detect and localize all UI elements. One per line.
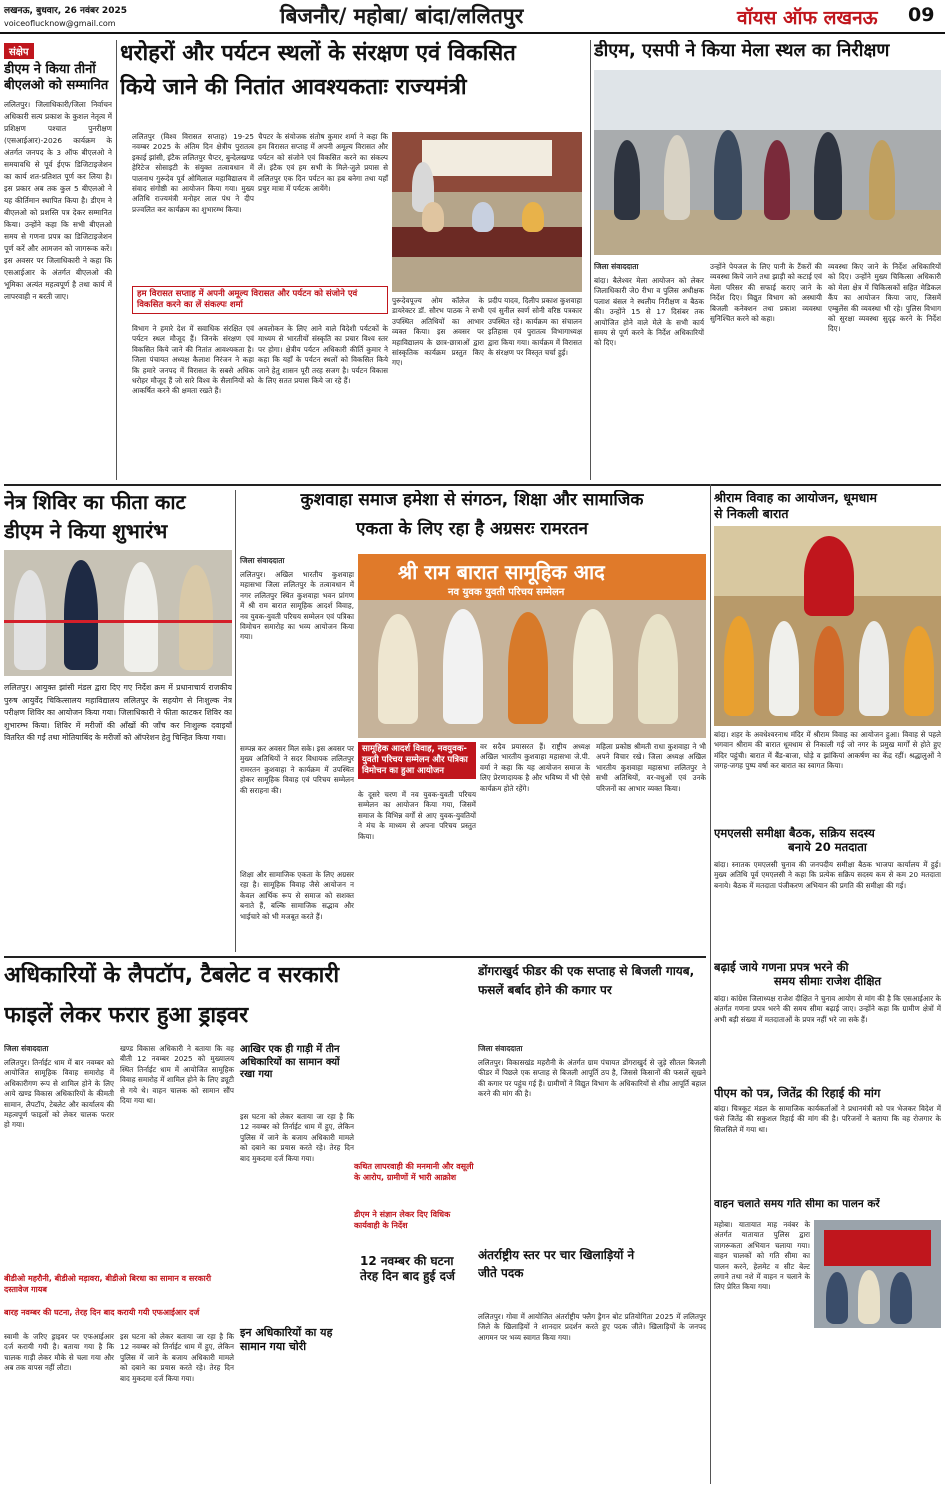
- power-cut-story: [478, 962, 706, 1242]
- pm-letter-story: [714, 1086, 941, 1194]
- medal-body: ललितपुर। गोवा में आयोजित अंतर्राष्ट्रीय फ्लैग ड्रैगन बोट प्रतियोगिता 2025 में ललितपुर जिले के खिलाड़ियों ने शानदार प्रदर्शन करते हुए पदक जीते। खिलाड़ियों के जनपद आगमन पर भव्य स्वागत किया गया।: [478, 1312, 706, 1342]
- fair-body-c: व्यवस्था किए जाने के निर्देश अधिकारियों को दिए। उन्होंने मुख्य चिकित्सा अधिकारी को मेला क्षेत्र में चिकित्सकों सहित मेडिकल कैंप का आयोजन किया जाए, जिसमें एम्बुलेंस की व्यवस्था भी रहे। पुलिस विभाग को सुरक्षा व्यवस्था सुदृढ़ करने के निर्देश दिए।: [828, 262, 941, 334]
- power-cut-headline: डोंगराखुर्द फीडर की एक सप्ताह से बिजली गायब, फसलें बर्बाद होने की कगार पर: [478, 964, 695, 998]
- ram-wedding-headline-2: से निकली बारात: [714, 505, 789, 521]
- heritage-story: [120, 40, 585, 480]
- inspection-photo: [594, 70, 941, 255]
- brand-logo: वॉयस ऑफ लखनऊ: [737, 7, 878, 29]
- conference-photo: [392, 132, 582, 292]
- traffic-story: [714, 1198, 941, 1482]
- mlc-headline-2: बनाये 20 मतदाता: [788, 840, 867, 855]
- kushwaha-body-f: महिला प्रकोष्ठ श्रीमती राधा कुशवाहा ने भी अपने विचार रखे। जिला अध्यक्ष अखिल भारतीय कुशवाहा महासभा ललितपुर ने सभी अतिथियों, वर-वधुओं एवं उनके परिजनों का आभार व्यक्त किया।: [596, 742, 706, 793]
- theft-sub-1: आखिर एक ही गाड़ी में तीन अधिकारियों का सामान क्यों रखा गया: [240, 1044, 340, 1080]
- mlc-headline-1: एमएलसी समीक्षा बैठक, सक्रिय सदस्य: [714, 826, 875, 840]
- eye-camp-story: [4, 490, 232, 952]
- pm-letter-headline: पीएम को पत्र, जितेंद्र की रिहाई की मांग: [714, 1086, 881, 1100]
- theft-byline: जिला संवाददाता: [4, 1044, 49, 1053]
- theft-sub-2: इन अधिकारियों का यह सामान गया चोरी: [240, 1326, 333, 1353]
- wedding-ceremony-photo: [358, 554, 706, 738]
- kushwaha-headline-2: एकता के लिए रहा है अग्रसरः रामरतन: [356, 519, 588, 540]
- heritage-body-f: प्रदीप यादव, दिलीप प्रकाश कुशवाहा एवं सुनील स्वर्ण सोनी वरिष्ठ पत्रकार उपस्थित रहे। कार्यक्रम का संचालन इतिहास एवं पुरातत्व विभागाध्यक्ष द्वारा किया गया। कार्यक्रम में विरासत के संरक्षण पर विस्तृत चर्चा हुई।: [488, 296, 582, 358]
- brief-tag: संक्षेप: [4, 43, 34, 59]
- fair-body-a: बांदा। बैलेश्वर मेला आयोजन को लेकर जिलाधिकारी जे0 रीभा व पुलिस अधीक्षक पलाश बंसल ने स्थलीय निरीक्षण व बैठक की। उन्होंने 15 से 17 दिसंबर तक आयोजित होने वाले मेले के सभी कार्य समय से पूर्ण करने के निर्देश अधिकारियों को दिए।: [594, 276, 704, 348]
- theft-headline-1: अधिकारियों के लैपटॉप, टैबलेट व सरकारी: [4, 963, 340, 988]
- brief-story: [4, 40, 112, 480]
- column-rule: [710, 484, 711, 1484]
- theft-bullet-1: बीडीओ महरौनी, बीडीओ मड़ावरा, बीडीओ बिरधा का सामान व सरकारी दस्तावेज गायब: [4, 1274, 212, 1294]
- kushwaha-body-c: के दूसरे चरण में नव युवक-युवती परिचय सम्मेलन का आयोजन किया गया, जिसमें समाज के विभिन्न वर्गों से आए युवक-युवतियों ने मंच के माध्यम से अपना परिचय प्रस्तुत किया।: [358, 790, 476, 841]
- mlc-story: [714, 826, 941, 956]
- heritage-body-c: विभाग ने हमारे देश में सवाधिक संरक्षित एवं पर्यटन स्थल मौजूद हैं। जिनके संरक्षण एवं विकसित किये जाने की नितांत आवश्यकता है। जिला पंचायत अध्यक्ष कैलाश निरंजन ने कहा कि हमारे जनपद में विरासत के सबसे अधिक धरोहर मौजूद हैं जो सारे विश्व के सैलानियों को आकर्षित करने की क्षमता रखते हैं।: [132, 324, 254, 396]
- pm-letter-body: बांदा। चित्रकूट मंडल के सामाजिक कार्यकर्ताओं ने प्रधानमंत्री को पत्र भेजकर विदेश में फंसे जितेंद्र की सकुशल रिहाई की मांग की है। परिजनों ने बताया कि वह रोजगार के सिलसिले में गया था।: [714, 1104, 941, 1134]
- kushwaha-body-a: ललितपुर। अखिल भारतीय कुशवाहा महासभा जिला ललितपुर के तत्वावधान में नगर ललितपुर स्थित कुशवाहा भवन प्रांगण में श्री राम बारात सामूहिक आदर्श विवाह, नव युवक-युवती परिचय सम्मेलन एवं पत्रिका विमोचन समारोह का भव्य आयोजन किया गया।: [240, 570, 354, 642]
- fair-byline: जिला संवाददाता: [594, 262, 639, 271]
- census-headline-1: बढ़ाई जाये गणना प्रपत्र भरने की: [714, 960, 849, 974]
- heritage-body-e: पुरूदेवपूज्य ओम कॉलेज के डायरेक्टर डॉ. सौरभ पाठक ने सभी उपस्थित अतिथियों का आभार व्यक्त किया। इस अवसर पर महाविद्यालय के छात्र-छात्राओं द्वारा सांस्कृतिक कार्यक्रम प्रस्तुत किए गए।: [392, 296, 484, 368]
- column-rule: [235, 490, 236, 952]
- ribbon-cutting-photo: [4, 550, 232, 676]
- theft-body-e: इस घटना को लेकर बताया जा रहा है कि 12 नवम्बर को तिर्नाईट धाम में हुए, लेकिन पुलिस में जाने के बजाय अधिकारी मामले को दबाने का प्रयास करते रहे। तेरह दिन बाद मुकदमा दर्ज किया गया।: [240, 1112, 354, 1163]
- theft-sub-3: 12 नवम्बर की घटना तेरह दिन बाद हुई दर्ज: [360, 1254, 455, 1283]
- theft-bullet-3: कथित लापरवाही की मनमानी और वसूली के आरोप, ग्रामीणों में भारी आक्रोश: [354, 1162, 474, 1182]
- kushwaha-headline-1: कुशवाहा समाज हमेशा से संगठन, शिक्षा और सामाजिक: [300, 490, 644, 510]
- email: voiceoflucknow@gmail.com: [4, 19, 116, 28]
- theft-body-a: ललितपुर। तिर्नाईट धाम में बार नवम्बर को आयोजित सामूहिक विवाह समारोह में अधिकारीगण रूप से शामिल होने के लिए आये खण्ड विकास अधिकारियों के कीमती सामान, लैपटॉप, टेबलेट और कार्यालय की महत्वपूर्ण फाइलों को लेकर चालक फरार हो गया।: [4, 1058, 114, 1130]
- theft-body-b: स्वामी के जरिए ड्राइवर पर एफआईआर दर्ज करायी गयी है। बताया गया है कि चालक गाड़ी लेकर मौके से चला गया और अब तक वापस नहीं लौटा।: [4, 1332, 114, 1373]
- eye-camp-headline-1: नेत्र शिविर का फीता काट: [4, 490, 186, 514]
- kushwaha-body-b: सम्पन्न कर अवसर मिल सके। इस अवसर पर मुख्य अतिथियों ने सदर विधायक ललितपुर रामरतन कुशवाहा ने कार्यक्रम में उपस्थित होकर सामूहिक विवाह एवं परिचय सम्मेलन की सराहना की।: [240, 744, 354, 795]
- mlc-body: बांदा। स्नातक एमएलसी चुनाव की जनपदीय समीक्षा बैठक भाजपा कार्यालय में हुई। मुख्य अतिथि पूर्व एमएलसी ने कहा कि प्रत्येक सक्रिय सदस्य कम से कम 20 मतदाता बनाये। बैठक में मतदाता पंजीकरण अभियान की प्रगति की समीक्षा की गई।: [714, 860, 941, 890]
- section-divider: [4, 956, 706, 958]
- brief-body: ललितपुर। जिलाधिकारी/जिला निर्वाचन अधिकारी सत्य प्रकाश के कुशल नेतृत्व में प्रशिक्षण पश्चात पुनरीक्षण (एसआईआर)-2026 कार्यक्रम के अंतर्गत जनपद के 3 ऑफ बीएलओ ने समयावधि से पूर्व ईएफ डिजिटाइजेशन का कार्य शत-प्रतिशत पूर्ण कर लिया है। इस प्रकार अब तक कुल 5 बीएलओ ने यह कीर्तिमान स्थापित किया है। डीएम ने बीएलओ को प्रशस्ति पत्र देकर सम्मानित किया। उन्होंने कहा कि सभी बीएलओ समय से गणना प्रपत्र का डिजिटाइजेशन पूर्ण करें और आमजन को जागरूक करें। इस अवसर पर जिलाधिकारी ने कहा कि एसआईआर के अंतर्गत बीएलओ की भूमिका अत्यंत महत्वपूर्ण है तथा कार्य में लापरवाही न बरती जाए।: [4, 99, 112, 301]
- kushwaha-byline: जिला संवाददाता: [240, 556, 285, 565]
- procession-photo: [714, 526, 941, 726]
- fair-inspection-story: [594, 40, 941, 480]
- section-title: बिजनौर/ महोबा/ बांदा/ललितपुर: [280, 4, 524, 28]
- masthead: [0, 0, 945, 34]
- kushwaha-body-d: शिक्षा और सामाजिक एकता के लिए अग्रसर रहा है। सामूहिक विवाह जैसे आयोजन न केवल आर्थिक रूप से समाज को सशक्त बनाते हैं, बल्कि सामाजिक सद्भाव और भाईचारे को भी मजबूत करते हैं।: [240, 870, 354, 921]
- heritage-headline-1: धरोहरों और पर्यटन स्थलों के संरक्षण एवं विकसित: [120, 41, 516, 66]
- heritage-body-d: अवलोकन के लिए आने वाले विदेशी पर्यटकों के माध्यम से भारतीयों संस्कृति का प्रचार विश्व स्तर पर होगा। क्षेत्रीय पर्यटन अधिकारी कीर्ति कुमार ने कहा कि यहाँ के पर्यटन स्थलों को विकसित किये जाने हेतु शासन पूरी तरह सजग है। पर्यटन विकास के लिए सतत प्रयास किये जा रहे हैं।: [258, 324, 388, 386]
- kushwaha-story: [238, 490, 706, 952]
- heritage-body-b: चैपटर के संयोजक संतोष कुमार शर्मा ने कहा कि हम विरासत सप्ताह में अपनी अमूल्य विरासत और पर्यटन को संजोने एवं विकसित करने का संकल्प लें। इंटैक एवं हम सभी के मिले-जुले प्रयास से ललितपुर एक दिन पर्यटन का हब बनेगा तथा यहाँ प्रचुर मात्रा में पर्यटक आयेंगे।: [258, 132, 388, 194]
- traffic-headline: वाहन चलाते समय गति सीमा का पालन करें: [714, 1198, 880, 1210]
- traffic-body: महोबा। यातायात माह नवंबर के अंतर्गत यातायात पुलिस द्वारा जागरूकता अभियान चलाया गया। वाहन चालकों को गति सीमा का पालन करने, हेलमेट व सीट बेल्ट लगाने तथा नशे में वाहन न चलाने के लिए प्रेरित किया गया।: [714, 1220, 810, 1292]
- eye-camp-headline-2: डीएम ने किया शुभारंभ: [4, 519, 168, 543]
- eye-camp-body: ललितपुर। आयुक्त झांसी मंडल द्वारा दिए गए निर्देश क्रम में प्रधानाचार्य राजकीय पुरुष आयुर्वेद चिकित्सालय महाविद्यालय ललितपुर के सहयोग से निःशुल्क नेत्र परीक्षण शिविर का आयोजन किया गया। जिलाधिकारी ने फीता काटकर शिविर का शुभारम्भ किया। शिविर में मरीजों की आँखों की जाँच कर निःशुल्क दवाइयाँ वितरित की गईं तथा मोतियाबिंद के मरीजों को ऑपरेशन हेतु चिन्हित किया गया।: [4, 683, 232, 742]
- theft-body-c: खण्ड विकास अधिकारी ने बताया कि वह बीती 12 नवम्बर 2025 को मुख्यालय स्थित तिर्नाईट धाम में आयोजित सामूहिक विवाह समारोह में शामिल होने के लिए ड्यूटी से गये थे। वाहन चालक को सामान सौंप दिया गया था।: [120, 1044, 234, 1106]
- traffic-campaign-photo: [814, 1220, 941, 1328]
- heritage-quote: हम विरासत सप्ताह में अपनी अमूल्य विरासत और पर्यटन को संजोने एवं विकसित करने का लें संकल्पः शर्मा: [132, 286, 388, 314]
- brief-headline: डीएम ने किया तीनों बीएलओ को सम्मानित: [4, 62, 109, 94]
- ram-wedding-body: बांदा। शहर के अवधेश्वरनाथ मंदिर में श्रीराम विवाह का आयोजन हुआ। विवाह से पहले भगवान श्रीराम की बारात धूमधाम से निकाली गई जो नगर के प्रमुख मार्गों से होते हुए मंदिर पहुंची। बारात में बैंड-बाजा, घोड़े व झांकियां आकर्षण का केंद्र रहीं। श्रद्धालुओं ने जगह-जगह पुष्प वर्षा कर बारात का स्वागत किया।: [714, 730, 941, 771]
- census-body: बांदा। कांग्रेस जिलाध्यक्ष राजेश दीक्षित ने चुनाव आयोग से मांग की है कि एसआईआर के अंतर्गत गणना प्रपत्र भरने की समय सीमा बढ़ाई जाए। उन्होंने कहा कि ग्रामीण क्षेत्रों में अभी बड़ी संख्या में मतदाताओं के प्रपत्र नहीं भरे जा सके हैं।: [714, 994, 941, 1024]
- driver-theft-story: [4, 962, 474, 1482]
- medal-story: [478, 1246, 706, 1482]
- column-rule: [590, 40, 591, 480]
- census-form-story: [714, 960, 941, 1082]
- fair-headline: डीएम, एसपी ने किया मेला स्थल का निरीक्षण: [594, 40, 890, 61]
- banner-sub: नव युवक युवती परिचय सम्मेलन: [448, 587, 565, 598]
- column-rule: [116, 40, 117, 480]
- kushwaha-highlight: सामूहिक आदर्श विवाह, नवयुवक-युवती परिचय सम्मेलन और पत्रिका विमोचन का हुआ आयोजन: [358, 742, 476, 779]
- fair-body-b: उन्होंने पेयजल के लिए पानी के टैंकरों की व्यवस्था किये जाने तथा झाड़ी को कटाई एवं मेला परिसर की सफाई कराए जाने के निर्देश दिए। विद्युत विभाग को अस्थायी बिजली कनेक्शन तथा प्रकाश व्यवस्था सुनिश्चित करने को कहा।: [710, 262, 822, 324]
- medal-headline: अंतर्राष्ट्रीय स्तर पर चार खिलाड़ियों ने जीते पदक: [478, 1248, 635, 1280]
- theft-body-d: इस घटना को लेकर बताया जा रहा है कि 12 नवम्बर को तिर्नाईट धाम में हुए, लेकिन पुलिस में जाने के बजाय अधिकारी मामले को दबाने का प्रयास करते रहे। तेरह दिन बाद मुकदमा दर्ज किया गया।: [120, 1332, 234, 1383]
- theft-bullet-4: डीएम ने संज्ञान लेकर दिए विधिक कार्यवाही के निर्देश: [354, 1210, 451, 1230]
- kushwaha-body-e: वर सदैव प्रयासरत हैं। राष्ट्रीय अध्यक्ष अखिल भारतीय कुशवाहा महासभा जे.पी. वर्मा ने कहा कि यह आयोजन समाज के लिए प्रेरणादायक है और भविष्य में भी ऐसे कार्यक्रम होते रहेंगे।: [480, 742, 590, 793]
- ram-wedding-story: [714, 490, 941, 820]
- theft-headline-2: फाइलें लेकर फरार हुआ ड्राइवर: [4, 1002, 249, 1028]
- heritage-headline-2: किये जाने की नितांत आवश्यकताः राज्यमंत्री: [120, 74, 467, 100]
- ram-wedding-headline-1: श्रीराम विवाह का आयोजन, धूमधाम: [714, 490, 877, 505]
- page-number: 09: [908, 4, 935, 26]
- census-headline-2: समय सीमाः राजेश दीक्षित: [773, 974, 882, 989]
- date-line: लखनऊ, बुधवार, 26 नवंबर 2025: [4, 6, 127, 16]
- heritage-body-a: ललितपुर (विश्व विरासत सप्ताह) 19-25 नवम्बर 2025 के अंतिम दिन क्षेत्रीय पुरातत्व इकाई झांसी, इंटैक ललितपुर चैप्टर, बुन्देलखण्ड हेरिटेज सोसाइटी के संयुक्त तत्वावधान में पालनाथ गुरूदेव पूर्व ओमिलाल महाविद्यालय में संवाद संगोष्ठी का आयोजन किया गया। मुख्य अतिथि राज्यमंत्री मनोहर लाल पंथ ने दीप प्रज्वलित कर कार्यक्रम का शुभारम्भ किया।: [132, 132, 254, 214]
- banner-text: श्री राम बारात सामूहिक आद: [398, 560, 605, 584]
- power-cut-byline: जिला संवाददाता: [478, 1044, 523, 1053]
- section-divider: [4, 484, 941, 486]
- power-cut-body: ललितपुर। विकासखंड महरौनी के अंतर्गत ग्राम पंचायत डोंगराखुर्द से जुड़े सीतल बिजली फीडर में पिछले एक सप्ताह से बिजली आपूर्ति ठप है, जिससे किसानों की फसलें सूखने की कगार पर पहुंच गई हैं। ग्रामीणों ने विद्युत विभाग के अधिकारियों से शीघ्र आपूर्ति बहाल करने की मांग की है।: [478, 1058, 706, 1099]
- theft-bullet-2: बारह नवम्बर की घटना, तेरह दिन बाद करायी गयी एफआईआर दर्ज: [4, 1308, 200, 1317]
